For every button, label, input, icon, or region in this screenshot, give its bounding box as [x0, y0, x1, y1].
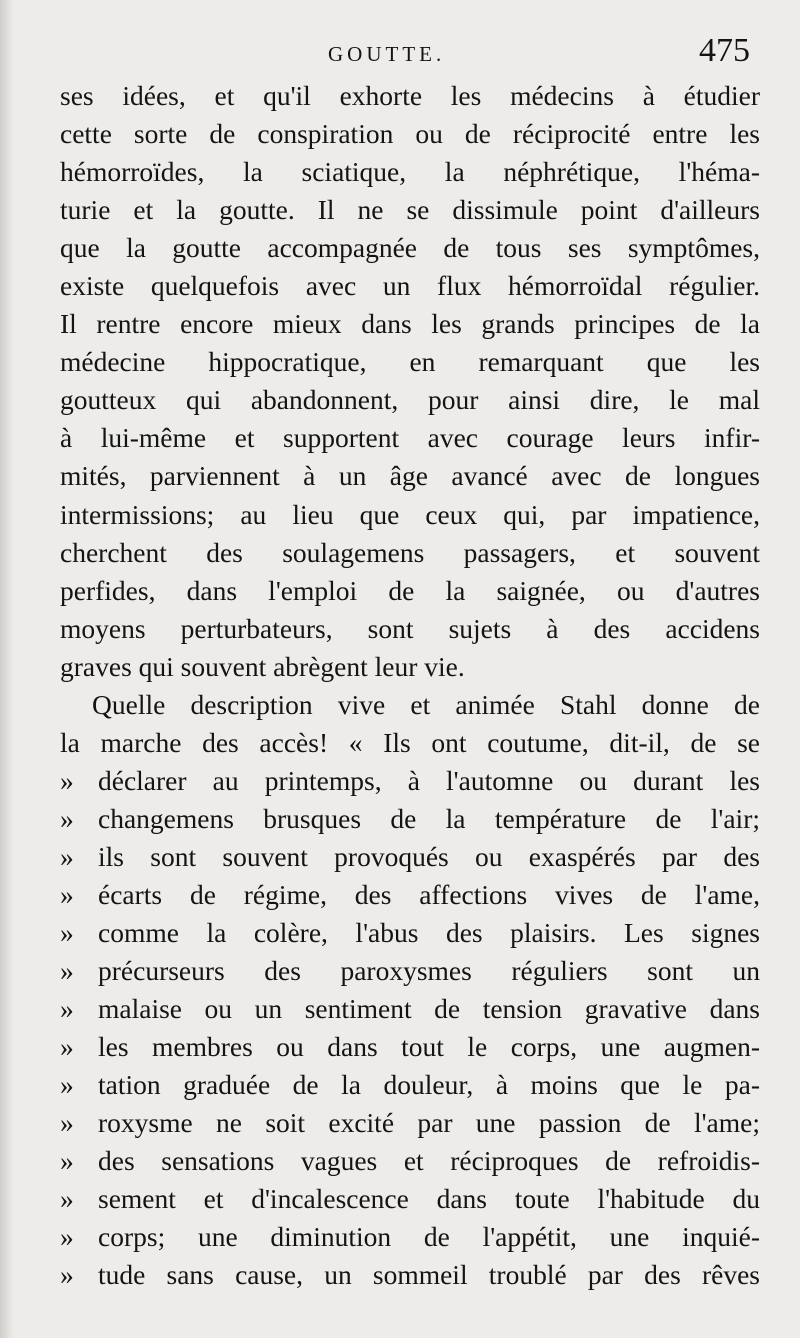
text-line: la marche des accès! « Ils ont coutume, dit-il, de se	[60, 726, 760, 758]
quote-mark: »	[60, 917, 74, 949]
quoted-line	[60, 876, 760, 914]
quoted-line	[60, 1028, 760, 1066]
quoted-text: tude sans cause, un sommeil troublé par des rêves	[98, 1259, 760, 1291]
quoted-line	[60, 762, 760, 800]
quoted-text: précurseurs des paroxysmes réguliers sont un	[98, 955, 760, 987]
quoted-line	[60, 1104, 760, 1142]
quoted-text: roxysme ne soit excité par une passion de l'ame;	[98, 1107, 760, 1139]
quoted-line	[60, 1218, 760, 1256]
quote-mark: »	[60, 1107, 74, 1139]
text-line: perfides, dans l'emploi de la saignée, ou d'autres	[60, 574, 760, 606]
text-line: ses idées, et qu'il exhorte les médecins à étudier	[60, 80, 760, 111]
quote-mark: »	[60, 878, 74, 910]
quoted-text: ils sont souvent provoqués ou exaspérés par des	[98, 840, 760, 872]
text-line: médecine hippocratique, en remarquant que les	[60, 346, 760, 378]
quoted-text: tation graduée de la douleur, à moins que le pa-	[98, 1069, 760, 1101]
quoted-line	[60, 952, 760, 990]
quoted-line	[60, 990, 760, 1028]
paragraph-first-line: Quelle description vive et animée Stahl donne de	[92, 688, 760, 720]
quote-mark: »	[60, 802, 74, 834]
quote-mark: »	[60, 764, 74, 796]
quote-mark: »	[60, 1145, 74, 1177]
text-line: cherchent des soulagemens passagers, et souvent	[60, 536, 760, 568]
text-line: intermissions; au lieu que ceux qui, par impatience,	[60, 498, 760, 530]
quoted-line	[60, 1256, 760, 1294]
text-line: cette sorte de conspiration ou de réciprocité entre les	[60, 118, 760, 150]
quote-mark: »	[60, 1259, 74, 1291]
quoted-line	[60, 838, 760, 876]
quoted-text: écarts de régime, des affections vives de l'ame,	[98, 878, 760, 910]
quote-mark: »	[60, 840, 74, 872]
quote-mark: »	[60, 1031, 74, 1063]
text-line: mités, parviennent à un âge avancé avec de longues	[60, 460, 760, 492]
quote-mark: »	[60, 1221, 74, 1253]
text-line: à lui-même et supportent avec courage leurs infir-	[60, 422, 760, 454]
quoted-text: corps; une diminution de l'appétit, une inquié-	[98, 1221, 760, 1253]
text-line: existe quelquefois avec un flux hémorroïdal régulier.	[60, 270, 760, 302]
running-head: GOUTTE.	[328, 42, 446, 66]
page-number: 475	[699, 32, 750, 69]
text-line: moyens perturbateurs, sont sujets à des accidens	[60, 612, 760, 644]
page-header	[0, 32, 800, 76]
quoted-line	[60, 1142, 760, 1180]
text-line: que la goutte accompagnée de tous ses symptômes,	[60, 232, 760, 264]
quote-mark: »	[60, 993, 74, 1025]
quoted-line	[60, 1180, 760, 1218]
quoted-text: des sensations vagues et réciproques de refroidis-	[98, 1145, 760, 1177]
quoted-text: malaise ou un sentiment de tension gravative dans	[98, 993, 760, 1025]
text-line: goutteux qui abandonnent, pour ainsi dire, le mal	[60, 384, 760, 416]
text-line: Il rentre encore mieux dans les grands principes de la	[60, 308, 760, 340]
quoted-line	[60, 914, 760, 952]
quoted-line	[60, 1066, 760, 1104]
quoted-text: comme la colère, l'abus des plaisirs. Les signes	[98, 917, 760, 949]
quoted-line	[60, 800, 760, 838]
text-line: turie et la goutte. Il ne se dissimule point d'ailleurs	[60, 194, 760, 226]
quote-mark: »	[60, 1183, 74, 1215]
quoted-text: les membres ou dans tout le corps, une augmen-	[98, 1031, 760, 1063]
text-line: hémorroïdes, la sciatique, la néphrétique, l'héma-	[60, 156, 760, 188]
body-text	[60, 77, 760, 1295]
quote-mark: »	[60, 955, 74, 987]
quoted-text: sement et d'incalescence dans toute l'habitude du	[98, 1183, 760, 1215]
page-gutter-shadow	[0, 0, 14, 1338]
quoted-text: changemens brusques de la température de l'air;	[98, 802, 760, 834]
quote-mark: »	[60, 1069, 74, 1101]
paragraph-last-line: graves qui souvent abrègent leur vie.	[60, 650, 465, 682]
quoted-text: déclarer au printemps, à l'automne ou durant les	[98, 764, 760, 796]
